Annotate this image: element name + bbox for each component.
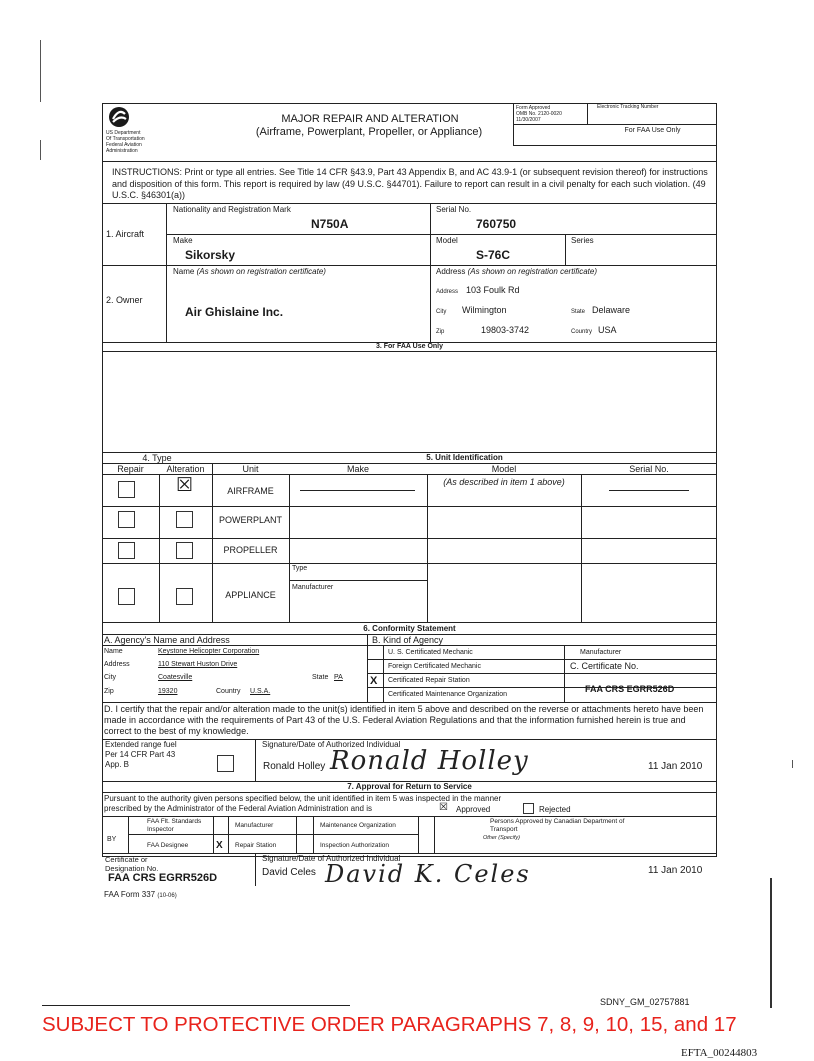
repair-checkbox[interactable] [118,481,135,498]
conformity-sig-label: Signature/Date of Authorized Individual [262,740,401,749]
repair-station-option: Repair Station [235,842,277,849]
aircraft-divider [166,203,167,342]
fsi-label: FAA Flt. Standards Inspector [147,818,202,833]
owner-address-note: (As shown on registration certificate) [467,267,597,276]
extended-line: Per 14 CFR Part 43 [105,750,176,759]
unit-col-divider [427,474,428,622]
unit-col-divider [159,474,160,622]
owner-name-value: Air Ghislaine Inc. [185,305,284,319]
repair-col: Repair [117,464,144,474]
unit-section-label: 5. Unit Identification [426,453,503,462]
canadian-option: Persons Approved by Canadian Department of Transport [490,818,625,833]
alteration-checkbox[interactable] [176,542,193,559]
approval-divider [418,816,419,853]
agency-line: US Department [106,130,141,136]
unit-label: PROPELLER [223,545,278,555]
state-label: State [571,309,586,315]
conformity-signature: Ronald Holley [330,746,529,776]
make-col: Make [346,464,369,474]
make-label: Make [173,236,193,245]
instructions: INSTRUCTIONS: Print or type all entries. See Title 14 CFR §43.9, Part 43 Appendix B, and AC 43.9-1 (or subsequent revision thereof) for instructions and disposition of this form. This report is required by law (49 U.S.C. §44701). Failure to report can result in a civil penalty for each such violation. (49 U.S.C. §46301(a)) [112,167,708,200]
agency-name-value: Keystone Helicopter Corporation [158,648,260,655]
certify-statement: D. I certify that the repair and/or alteration made to the unit(s) identified in item 5 above and described on the reverse or attachments hereto have been made in accordance with the requirements of Part 43 of the U.S. Federal Aviation Regulations and that the information furnished herein is true and correct to the best of my knowledge. [104,704,704,736]
faa-use-line [102,452,717,453]
unit-label: AIRFRAME [227,486,274,496]
agency-state-value: PA [334,674,343,681]
scan-margin-mark [770,878,772,1008]
cert-value: FAA CRS EGRR526D [585,684,675,694]
make-blank-line [300,490,415,491]
agency-line: Federal Aviation [106,142,142,148]
city-label: City [436,309,447,315]
owner-name-label [173,268,326,276]
country-value: USA [598,325,617,335]
agency-address-value: 110 Stewart Huston Drive [158,661,238,668]
appliance-type-label: Type [292,565,308,572]
header-line [513,145,717,146]
faa-use-only-header: For FAA Use Only [624,127,681,134]
kind-option: Certificated Repair Station [388,677,470,684]
unit-label: APPLIANCE [225,590,276,600]
header-bottom-line [102,161,717,162]
owner-address-label [436,268,597,276]
approval-signature: David K. Celes [325,860,531,888]
maint-org-option: Maintenance Organization [320,822,396,829]
omb-number: OMB No. 2120-0020 [516,111,562,117]
agency-name-label: Name [104,648,123,655]
scan-margin-mark [792,760,793,768]
serial-label: Serial No. [436,205,472,214]
agency-line: Of Transportation [106,136,145,142]
approval-line [102,816,717,817]
conformity-line [102,702,717,703]
designee-mark[interactable]: X [216,840,223,851]
approval-mid-line [128,834,418,835]
kind-option: Certificated Maintenance Organization [388,691,508,698]
aircraft-section-label: 1. Aircraft [106,229,145,239]
kind-line [367,659,717,660]
agency-line: Administration [106,148,138,154]
manufacturer-option: Manufacturer [235,822,274,829]
agency-address-label: Address [104,661,130,668]
by-label: BY [107,836,117,843]
unit-row-line [102,622,717,623]
extended-checkbox[interactable] [217,755,234,772]
form-title: MAJOR REPAIR AND ALTERATION [281,113,459,125]
manufacturer-kind: Manufacturer [580,649,622,656]
zip-label: Zip [436,329,445,335]
other-option: Other (Specify) [483,835,520,841]
header-line [513,124,717,125]
owner-address-word: Address [436,267,466,276]
agency-city-value: Coatesville [158,674,193,681]
unit-row-line [102,563,717,564]
aircraft-bottom-line [102,265,717,266]
approval-date: 11 Jan 2010 [648,865,703,876]
unit-row-line [102,506,717,507]
type-section-label: 4. Type [142,453,172,463]
unit-col: Unit [242,464,259,474]
series-label: Series [571,236,594,245]
owner-name-note: (As shown on registration certificate) [196,267,326,276]
approval-sig-label: Signature/Date of Authorized Individual [262,854,401,863]
serial-blank-line [609,490,689,491]
aircraft-divider [430,203,431,342]
conformity-label: 6. Conformity Statement [363,624,456,633]
form-subtitle: (Airframe, Powerplant, Propeller, or Appliance) [255,126,483,138]
extended-line: Extended range fuel [105,740,177,749]
country-label: Country [571,329,593,335]
make-value: Sikorsky [185,248,236,262]
faa-use-label: 3. For FAA Use Only [375,343,444,350]
alteration-checkbox[interactable] [176,588,193,605]
serial-value: 760750 [476,217,517,231]
dot-logo [108,106,130,133]
addr-value: 103 Foulk Rd [466,285,520,295]
model-label: Model [436,236,458,245]
unit-label: POWERPLANT [218,515,282,525]
serial-col: Serial No. [629,464,669,474]
agency-country-label: Country [216,688,241,695]
appliance-type-line [289,580,427,581]
approval-signer: David Celes [262,867,316,878]
form-date: (10-06) [157,893,177,899]
series-divider [565,234,566,265]
addr-label: Address [436,289,459,295]
appliance-manufacturer-label: Manufacturer [292,584,334,591]
reg-label: Nationality and Registration Mark [173,205,291,214]
approval-cert-label: Certificate or Designation No. [105,855,159,873]
scan-margin-mark [40,140,41,160]
kind-line [367,673,717,674]
kind-option: U. S. Certificated Mechanic [388,649,473,656]
extended-line: App. B [105,760,130,769]
approval-line [102,792,717,793]
conformity-line [102,645,717,646]
agency-city-label: City [104,674,117,681]
repair-checkbox[interactable] [118,511,135,528]
agency-zip-label: Zip [104,688,114,695]
footer-rule [42,1005,350,1006]
agency-state-label: State [312,674,329,681]
airframe-model: (As described in item 1 above) [443,477,565,487]
form-number [104,891,177,899]
unit-cols-line [102,474,717,475]
conformity-date: 11 Jan 2010 [648,761,703,772]
pursuant-text: Pursuant to the authority given persons specified below, the unit identified in item 5 was inspected in the manner prescribed by the Administrator of the Federal Aviation Administration and is [104,794,502,813]
repair-checkbox[interactable] [118,542,135,559]
inspection-auth-option: Inspection Authorization [320,842,390,849]
efta-number: EFTA_00244803 [681,1047,758,1059]
kind-header: B. Kind of Agency [372,635,444,645]
repair-checkbox[interactable] [118,588,135,605]
unit-row-line [102,538,717,539]
approval-line [102,853,717,854]
unit-col-divider [289,474,290,622]
conformity-divider [367,634,368,702]
faa-use-line [102,351,717,352]
city-value: Wilmington [462,305,507,315]
approved-label: Approved [456,805,491,814]
header-divider [587,103,588,124]
conformity-signer: Ronald Holley [263,761,326,772]
cert-label: C. Certificate No. [570,661,639,671]
designee-label: FAA Designee [147,842,189,849]
reg-value: N750A [311,217,349,231]
agency-header: A. Agency's Name and Address [104,635,230,645]
kind-option: Foreign Certificated Mechanic [388,663,481,670]
alteration-checkbox[interactable] [176,511,193,528]
omb-date: 11/30/2007 [516,117,541,123]
aircraft-mid-line [166,234,717,235]
rejected-label: Rejected [539,805,571,814]
model-value: S-76C [476,248,511,262]
aircraft-top-line [102,203,717,204]
approval-label: 7. Approval for Return to Service [347,782,472,791]
approval-sig-divider [255,853,256,886]
unit-col-divider [581,474,582,622]
approval-divider [434,816,435,853]
state-value: Delaware [592,305,631,315]
form-approved: Form Approved [516,105,551,111]
tracking-label: Electronic Tracking Number [597,104,659,110]
form-border [102,103,717,857]
sig-divider [255,739,256,781]
zip-value: 19803-3742 [481,325,530,335]
protective-order: SUBJECT TO PROTECTIVE ORDER PARAGRAPHS 7, 8, 9, 10, 15, and 17 [42,1013,737,1036]
kind-mark[interactable]: X [370,675,378,687]
model-col: Model [491,464,517,474]
approval-cert-value: FAA CRS EGRR526D [108,872,218,884]
approved-mark[interactable]: ☒ [439,802,448,813]
conformity-line [102,739,717,740]
scan-margin-mark [40,40,41,102]
owner-section-label: 2. Owner [106,295,143,305]
owner-name-word: Name [173,267,195,276]
alteration-col: Alteration [166,464,205,474]
rejected-checkbox[interactable] [523,803,534,814]
bates-number: SDNY_GM_02757881 [600,997,690,1007]
agency-zip-value: 19320 [158,688,178,695]
alteration-checkbox[interactable]: ☒ [176,475,194,496]
form-number-text: FAA Form 337 [104,890,156,899]
agency-country-value: U.S.A. [250,688,271,695]
